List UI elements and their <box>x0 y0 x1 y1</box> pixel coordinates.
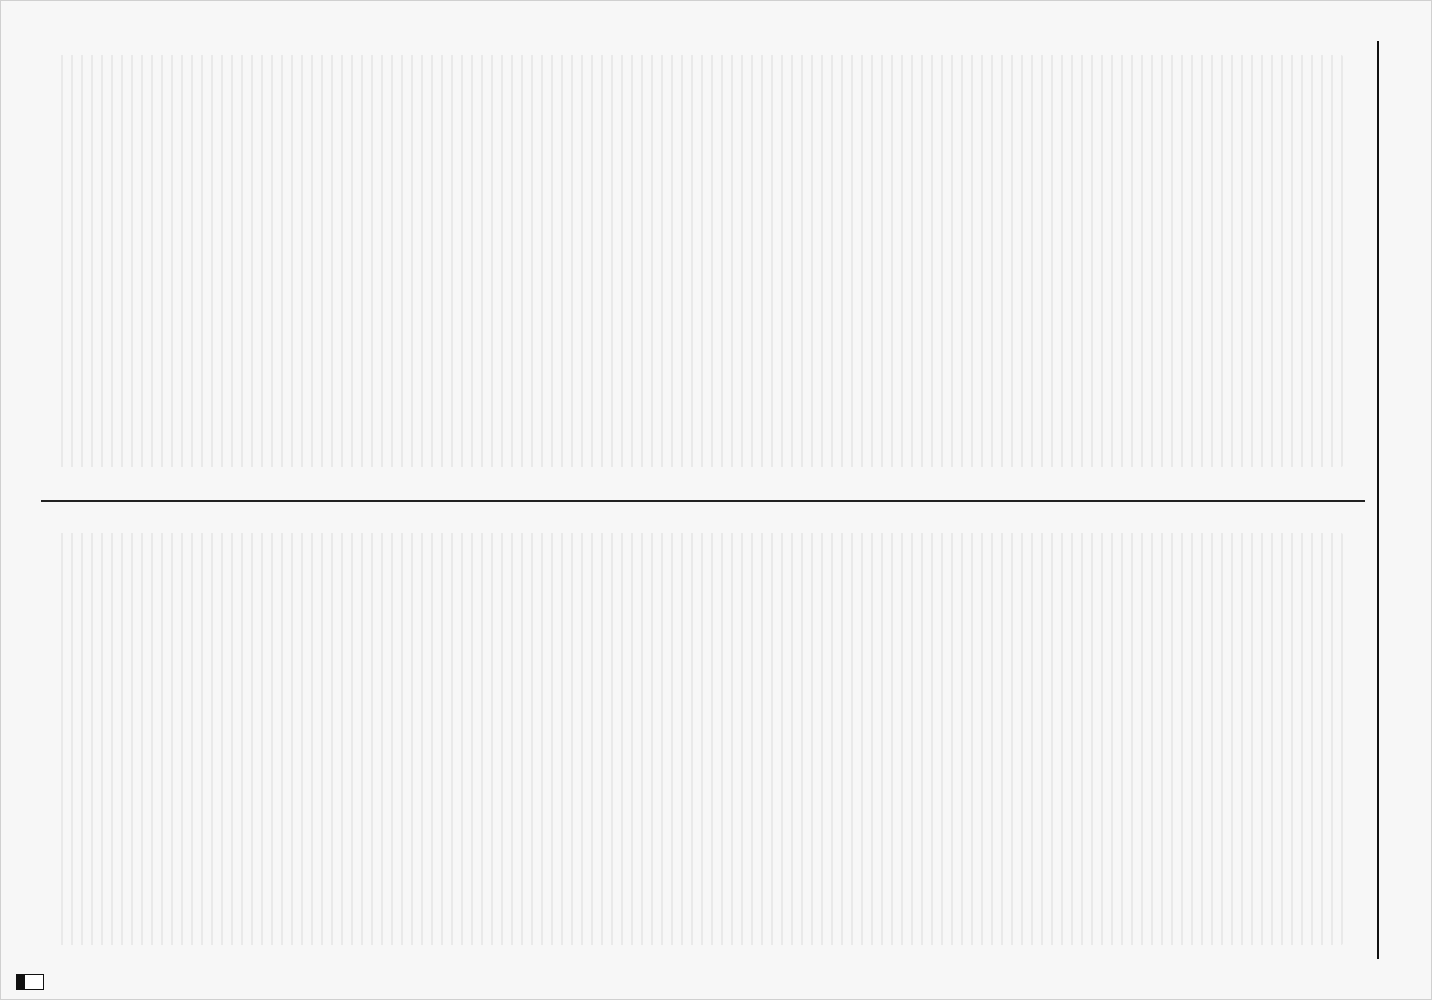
dfg-logo-icon <box>16 974 44 990</box>
left-column <box>41 41 1357 481</box>
left-column-ink-texture <box>55 55 1343 467</box>
right-column <box>41 519 1357 959</box>
column-divider <box>41 500 1365 502</box>
right-column-ink-texture <box>55 533 1343 945</box>
footer <box>16 974 52 990</box>
header-rule <box>1377 41 1379 959</box>
